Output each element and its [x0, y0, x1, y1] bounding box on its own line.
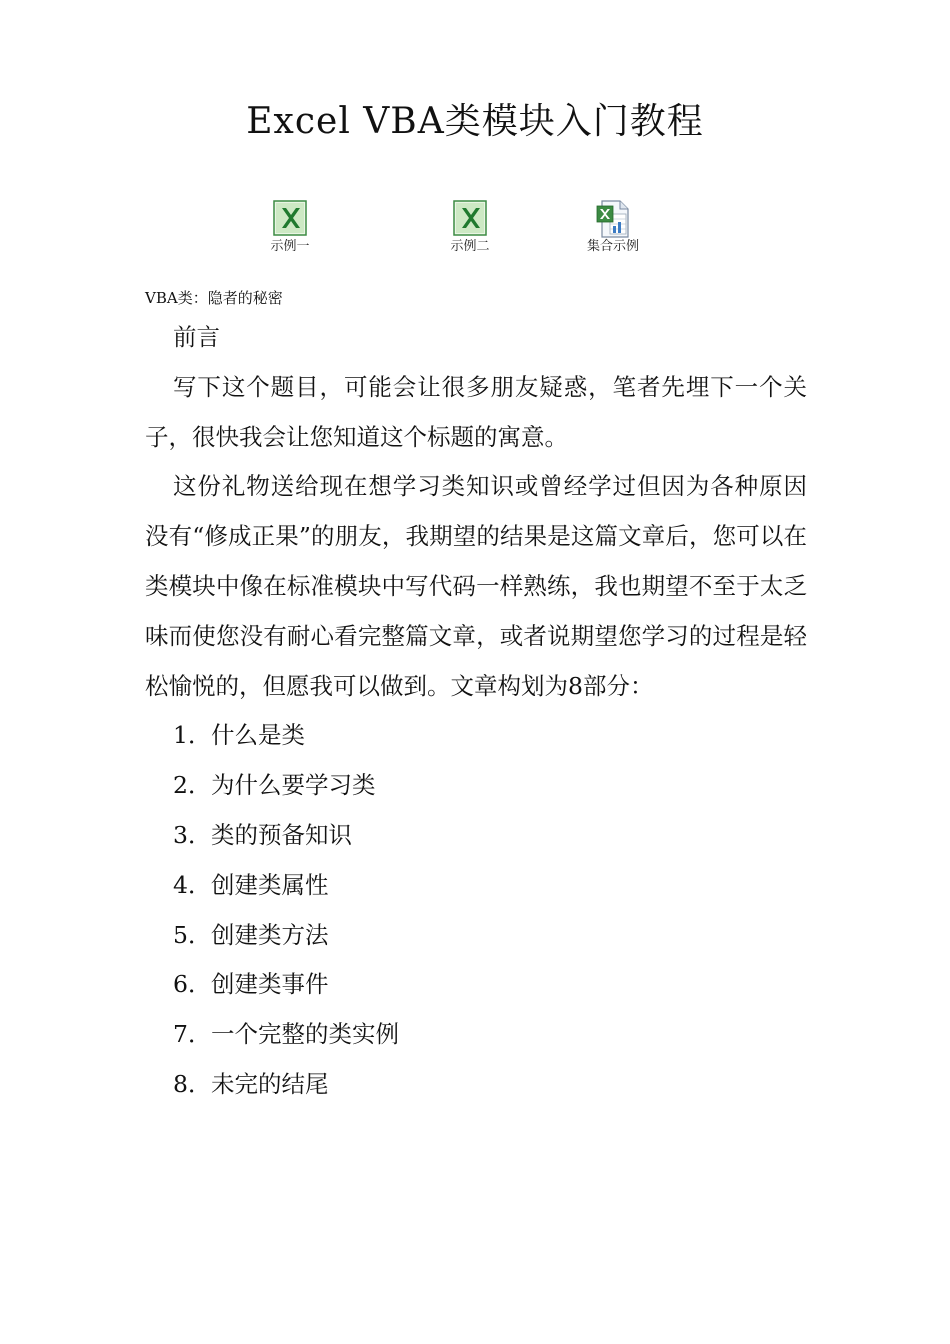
document-subtitle: VBA类：隐者的秘密: [145, 289, 283, 307]
excel-workbook-icon: [453, 200, 487, 238]
attachment-collection-example[interactable]: [558, 200, 668, 255]
attachment-example-2[interactable]: [415, 200, 525, 255]
toc-item: 8．未完的结尾: [173, 1069, 329, 1098]
paragraph: 这份礼物送给现在想学习类知识或曾经学过但因为各种原因没有“修成正果”的朋友，我期望的结果是这篇文章后，您可以在类模块中像在标准模块中写代码一样熟练，我也期望不至于太乏味而使您没有耐心看完整篇文章，或者说期望您学习的过程是轻松愉悦的，但愿我可以做到。文章构划为8部分：: [145, 472, 807, 700]
attachment-label: 示例一: [270, 239, 310, 254]
toc-item: 5．创建类方法: [173, 920, 329, 949]
paragraph: 写下这个题目，可能会让很多朋友疑惑，笔者先埋下一个关子，很快我会让您知道这个标题的寓意。: [145, 372, 807, 451]
document-title: Excel VBA类模块入门教程: [246, 101, 704, 142]
table-of-contents: [145, 711, 807, 1109]
excel-chart-workbook-icon: [596, 200, 630, 238]
attachment-label: 示例二: [450, 239, 490, 254]
attachment-label: 集合示例: [586, 239, 639, 254]
document-body: [145, 313, 807, 1110]
toc-item: 1．什么是类: [173, 721, 305, 750]
toc-item: 4．创建类属性: [173, 870, 329, 899]
toc-item: 2．为什么要学习类: [173, 771, 376, 800]
toc-item: 3．类的预备知识: [173, 820, 352, 849]
toc-item: 7．一个完整的类实例: [173, 1020, 399, 1049]
section-heading: 前言: [173, 323, 220, 351]
excel-workbook-icon: [273, 200, 307, 238]
toc-item: 6．创建类事件: [173, 970, 329, 999]
attachment-example-1[interactable]: [235, 200, 345, 255]
